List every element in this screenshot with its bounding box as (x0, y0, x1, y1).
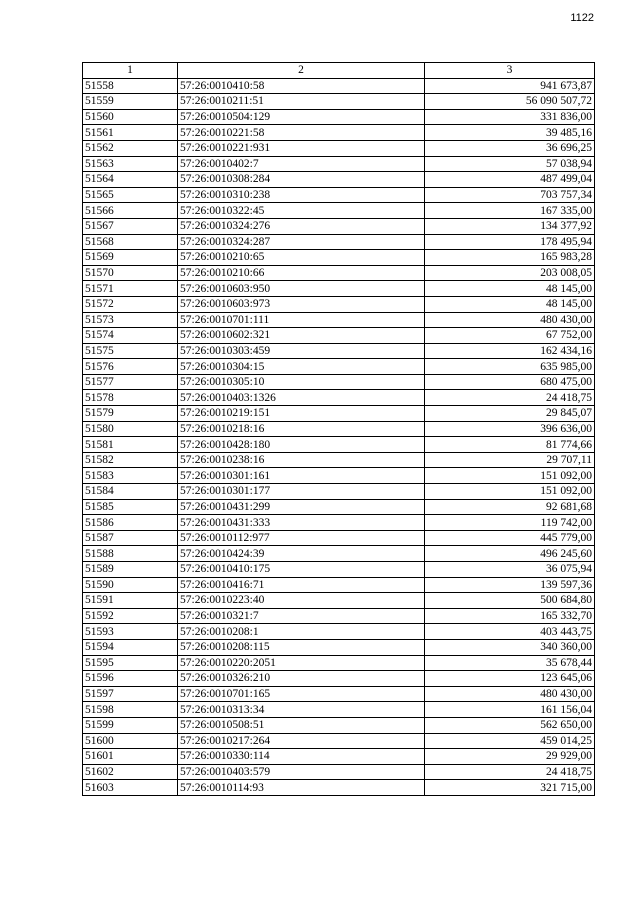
cadastral-number-cell: 57:26:0010210:66 (178, 265, 425, 281)
row-number-cell: 51570 (83, 265, 178, 281)
row-number-cell: 51577 (83, 374, 178, 390)
table-row (83, 639, 595, 655)
table-row (83, 499, 595, 515)
row-number-cell: 51582 (83, 452, 178, 468)
value-cell: 459 014,25 (425, 733, 595, 749)
table-row (83, 577, 595, 593)
table-row (83, 764, 595, 780)
cadastral-number-cell: 57:26:0010305:10 (178, 374, 425, 390)
row-number-cell: 51602 (83, 764, 178, 780)
table-row (83, 749, 595, 765)
column-header-1: 1 (83, 63, 178, 79)
value-cell: 703 757,34 (425, 187, 595, 203)
cadastral-number-cell: 57:26:0010217:264 (178, 733, 425, 749)
cadastral-number-cell: 57:26:0010301:177 (178, 484, 425, 500)
value-cell: 487 499,04 (425, 172, 595, 188)
value-cell: 396 636,00 (425, 421, 595, 437)
cadastral-number-cell: 57:26:0010330:114 (178, 749, 425, 765)
value-cell: 331 836,00 (425, 109, 595, 125)
cadastral-value-table (82, 62, 595, 796)
table-row (83, 562, 595, 578)
table-row (83, 515, 595, 531)
table-body (83, 78, 595, 795)
table-row (83, 671, 595, 687)
table-row (83, 281, 595, 297)
cadastral-number-cell: 57:26:0010603:973 (178, 296, 425, 312)
value-cell: 134 377,92 (425, 218, 595, 234)
cadastral-number-cell: 57:26:0010211:51 (178, 94, 425, 110)
cadastral-number-cell: 57:26:0010416:71 (178, 577, 425, 593)
table-row (83, 406, 595, 422)
row-number-cell: 51565 (83, 187, 178, 203)
cadastral-number-cell: 57:26:0010313:34 (178, 702, 425, 718)
value-cell: 496 245,60 (425, 546, 595, 562)
value-cell: 57 038,94 (425, 156, 595, 172)
row-number-cell: 51574 (83, 328, 178, 344)
row-number-cell: 51579 (83, 406, 178, 422)
table-row (83, 156, 595, 172)
table-row (83, 624, 595, 640)
cadastral-number-cell: 57:26:0010210:65 (178, 250, 425, 266)
value-cell: 29 929,00 (425, 749, 595, 765)
value-cell: 941 673,87 (425, 78, 595, 94)
row-number-cell: 51596 (83, 671, 178, 687)
cadastral-number-cell: 57:26:0010301:161 (178, 468, 425, 484)
cadastral-number-cell: 57:26:0010324:276 (178, 218, 425, 234)
table-row (83, 172, 595, 188)
row-number-cell: 51568 (83, 234, 178, 250)
table-row (83, 187, 595, 203)
value-cell: 445 779,00 (425, 530, 595, 546)
table-row (83, 265, 595, 281)
value-cell: 562 650,00 (425, 717, 595, 733)
value-cell: 203 008,05 (425, 265, 595, 281)
cadastral-number-cell: 57:26:0010701:165 (178, 686, 425, 702)
value-cell: 321 715,00 (425, 780, 595, 796)
row-number-cell: 51561 (83, 125, 178, 141)
row-number-cell: 51563 (83, 156, 178, 172)
row-number-cell: 51576 (83, 359, 178, 375)
table-row (83, 359, 595, 375)
row-number-cell: 51566 (83, 203, 178, 219)
table-row (83, 78, 595, 94)
cadastral-number-cell: 57:26:0010431:299 (178, 499, 425, 515)
row-number-cell: 51597 (83, 686, 178, 702)
cadastral-number-cell: 57:26:0010221:931 (178, 140, 425, 156)
value-cell: 24 418,75 (425, 390, 595, 406)
value-cell: 48 145,00 (425, 296, 595, 312)
cadastral-number-cell: 57:26:0010326:210 (178, 671, 425, 687)
table-row (83, 530, 595, 546)
value-cell: 92 681,68 (425, 499, 595, 515)
table-row (83, 608, 595, 624)
table-row (83, 343, 595, 359)
table-row (83, 125, 595, 141)
value-cell: 36 075,94 (425, 562, 595, 578)
row-number-cell: 51564 (83, 172, 178, 188)
cadastral-number-cell: 57:26:0010324:287 (178, 234, 425, 250)
row-number-cell: 51600 (83, 733, 178, 749)
value-cell: 39 485,16 (425, 125, 595, 141)
table-row (83, 655, 595, 671)
value-cell: 165 983,28 (425, 250, 595, 266)
table-row (83, 234, 595, 250)
row-number-cell: 51593 (83, 624, 178, 640)
row-number-cell: 51573 (83, 312, 178, 328)
cadastral-number-cell: 57:26:0010303:459 (178, 343, 425, 359)
value-cell: 680 475,00 (425, 374, 595, 390)
row-number-cell: 51571 (83, 281, 178, 297)
table-row (83, 312, 595, 328)
cadastral-number-cell: 57:26:0010402:7 (178, 156, 425, 172)
value-cell: 340 360,00 (425, 639, 595, 655)
cadastral-number-cell: 57:26:0010504:129 (178, 109, 425, 125)
row-number-cell: 51601 (83, 749, 178, 765)
table-row (83, 250, 595, 266)
value-cell: 35 678,44 (425, 655, 595, 671)
cadastral-number-cell: 57:26:0010424:39 (178, 546, 425, 562)
cadastral-number-cell: 57:26:0010304:15 (178, 359, 425, 375)
cadastral-number-cell: 57:26:0010219:151 (178, 406, 425, 422)
cadastral-number-cell: 57:26:0010322:45 (178, 203, 425, 219)
value-cell: 119 742,00 (425, 515, 595, 531)
row-number-cell: 51567 (83, 218, 178, 234)
value-cell: 139 597,36 (425, 577, 595, 593)
cadastral-number-cell: 57:26:0010428:180 (178, 437, 425, 453)
cadastral-number-cell: 57:26:0010431:333 (178, 515, 425, 531)
value-cell: 48 145,00 (425, 281, 595, 297)
value-cell: 403 443,75 (425, 624, 595, 640)
cadastral-number-cell: 57:26:0010410:58 (178, 78, 425, 94)
column-header-2: 2 (178, 63, 425, 79)
row-number-cell: 51595 (83, 655, 178, 671)
table-row (83, 218, 595, 234)
cadastral-number-cell: 57:26:0010508:51 (178, 717, 425, 733)
value-cell: 151 092,00 (425, 484, 595, 500)
table-row (83, 702, 595, 718)
cadastral-number-cell: 57:26:0010321:7 (178, 608, 425, 624)
row-number-cell: 51580 (83, 421, 178, 437)
table-row (83, 374, 595, 390)
table-row (83, 203, 595, 219)
row-number-cell: 51581 (83, 437, 178, 453)
cadastral-number-cell: 57:26:0010114:93 (178, 780, 425, 796)
row-number-cell: 51578 (83, 390, 178, 406)
table-row (83, 437, 595, 453)
table-row (83, 421, 595, 437)
table-row (83, 733, 595, 749)
value-cell: 67 752,00 (425, 328, 595, 344)
row-number-cell: 51562 (83, 140, 178, 156)
table-row (83, 94, 595, 110)
cadastral-number-cell: 57:26:0010208:115 (178, 639, 425, 655)
cadastral-number-cell: 57:26:0010238:16 (178, 452, 425, 468)
row-number-cell: 51599 (83, 717, 178, 733)
cadastral-number-cell: 57:26:0010403:1326 (178, 390, 425, 406)
table-row (83, 780, 595, 796)
cadastral-number-cell: 57:26:0010310:238 (178, 187, 425, 203)
row-number-cell: 51584 (83, 484, 178, 500)
value-cell: 167 335,00 (425, 203, 595, 219)
cadastral-number-cell: 57:26:0010403:579 (178, 764, 425, 780)
table-header-row (83, 63, 595, 79)
value-cell: 480 430,00 (425, 312, 595, 328)
table-row (83, 484, 595, 500)
row-number-cell: 51594 (83, 639, 178, 655)
cadastral-number-cell: 57:26:0010221:58 (178, 125, 425, 141)
row-number-cell: 51592 (83, 608, 178, 624)
cadastral-number-cell: 57:26:0010218:16 (178, 421, 425, 437)
value-cell: 635 985,00 (425, 359, 595, 375)
row-number-cell: 51598 (83, 702, 178, 718)
table-row (83, 296, 595, 312)
row-number-cell: 51589 (83, 562, 178, 578)
row-number-cell: 51603 (83, 780, 178, 796)
table-row (83, 390, 595, 406)
value-cell: 165 332,70 (425, 608, 595, 624)
row-number-cell: 51559 (83, 94, 178, 110)
table-row (83, 546, 595, 562)
table-row (83, 686, 595, 702)
table-row (83, 140, 595, 156)
value-cell: 29 707,11 (425, 452, 595, 468)
cadastral-number-cell: 57:26:0010701:111 (178, 312, 425, 328)
value-cell: 123 645,06 (425, 671, 595, 687)
value-cell: 81 774,66 (425, 437, 595, 453)
table-row (83, 109, 595, 125)
row-number-cell: 51572 (83, 296, 178, 312)
row-number-cell: 51586 (83, 515, 178, 531)
table-row (83, 452, 595, 468)
row-number-cell: 51560 (83, 109, 178, 125)
table-row (83, 468, 595, 484)
row-number-cell: 51575 (83, 343, 178, 359)
value-cell: 29 845,07 (425, 406, 595, 422)
value-cell: 56 090 507,72 (425, 94, 595, 110)
row-number-cell: 51590 (83, 577, 178, 593)
row-number-cell: 51587 (83, 530, 178, 546)
cadastral-number-cell: 57:26:0010112:977 (178, 530, 425, 546)
column-header-3: 3 (425, 63, 595, 79)
page-number: 1122 (570, 12, 594, 24)
table-row (83, 328, 595, 344)
cadastral-number-cell: 57:26:0010220:2051 (178, 655, 425, 671)
cadastral-number-cell: 57:26:0010208:1 (178, 624, 425, 640)
row-number-cell: 51558 (83, 78, 178, 94)
row-number-cell: 51583 (83, 468, 178, 484)
value-cell: 480 430,00 (425, 686, 595, 702)
cadastral-number-cell: 57:26:0010308:284 (178, 172, 425, 188)
row-number-cell: 51588 (83, 546, 178, 562)
value-cell: 162 434,16 (425, 343, 595, 359)
table-row (83, 717, 595, 733)
cadastral-number-cell: 57:26:0010602:321 (178, 328, 425, 344)
value-cell: 36 696,25 (425, 140, 595, 156)
row-number-cell: 51569 (83, 250, 178, 266)
value-cell: 161 156,04 (425, 702, 595, 718)
cadastral-number-cell: 57:26:0010223:40 (178, 593, 425, 609)
cadastral-number-cell: 57:26:0010603:950 (178, 281, 425, 297)
row-number-cell: 51585 (83, 499, 178, 515)
value-cell: 24 418,75 (425, 764, 595, 780)
table-row (83, 593, 595, 609)
cadastral-number-cell: 57:26:0010410:175 (178, 562, 425, 578)
value-cell: 178 495,94 (425, 234, 595, 250)
row-number-cell: 51591 (83, 593, 178, 609)
value-cell: 151 092,00 (425, 468, 595, 484)
value-cell: 500 684,80 (425, 593, 595, 609)
